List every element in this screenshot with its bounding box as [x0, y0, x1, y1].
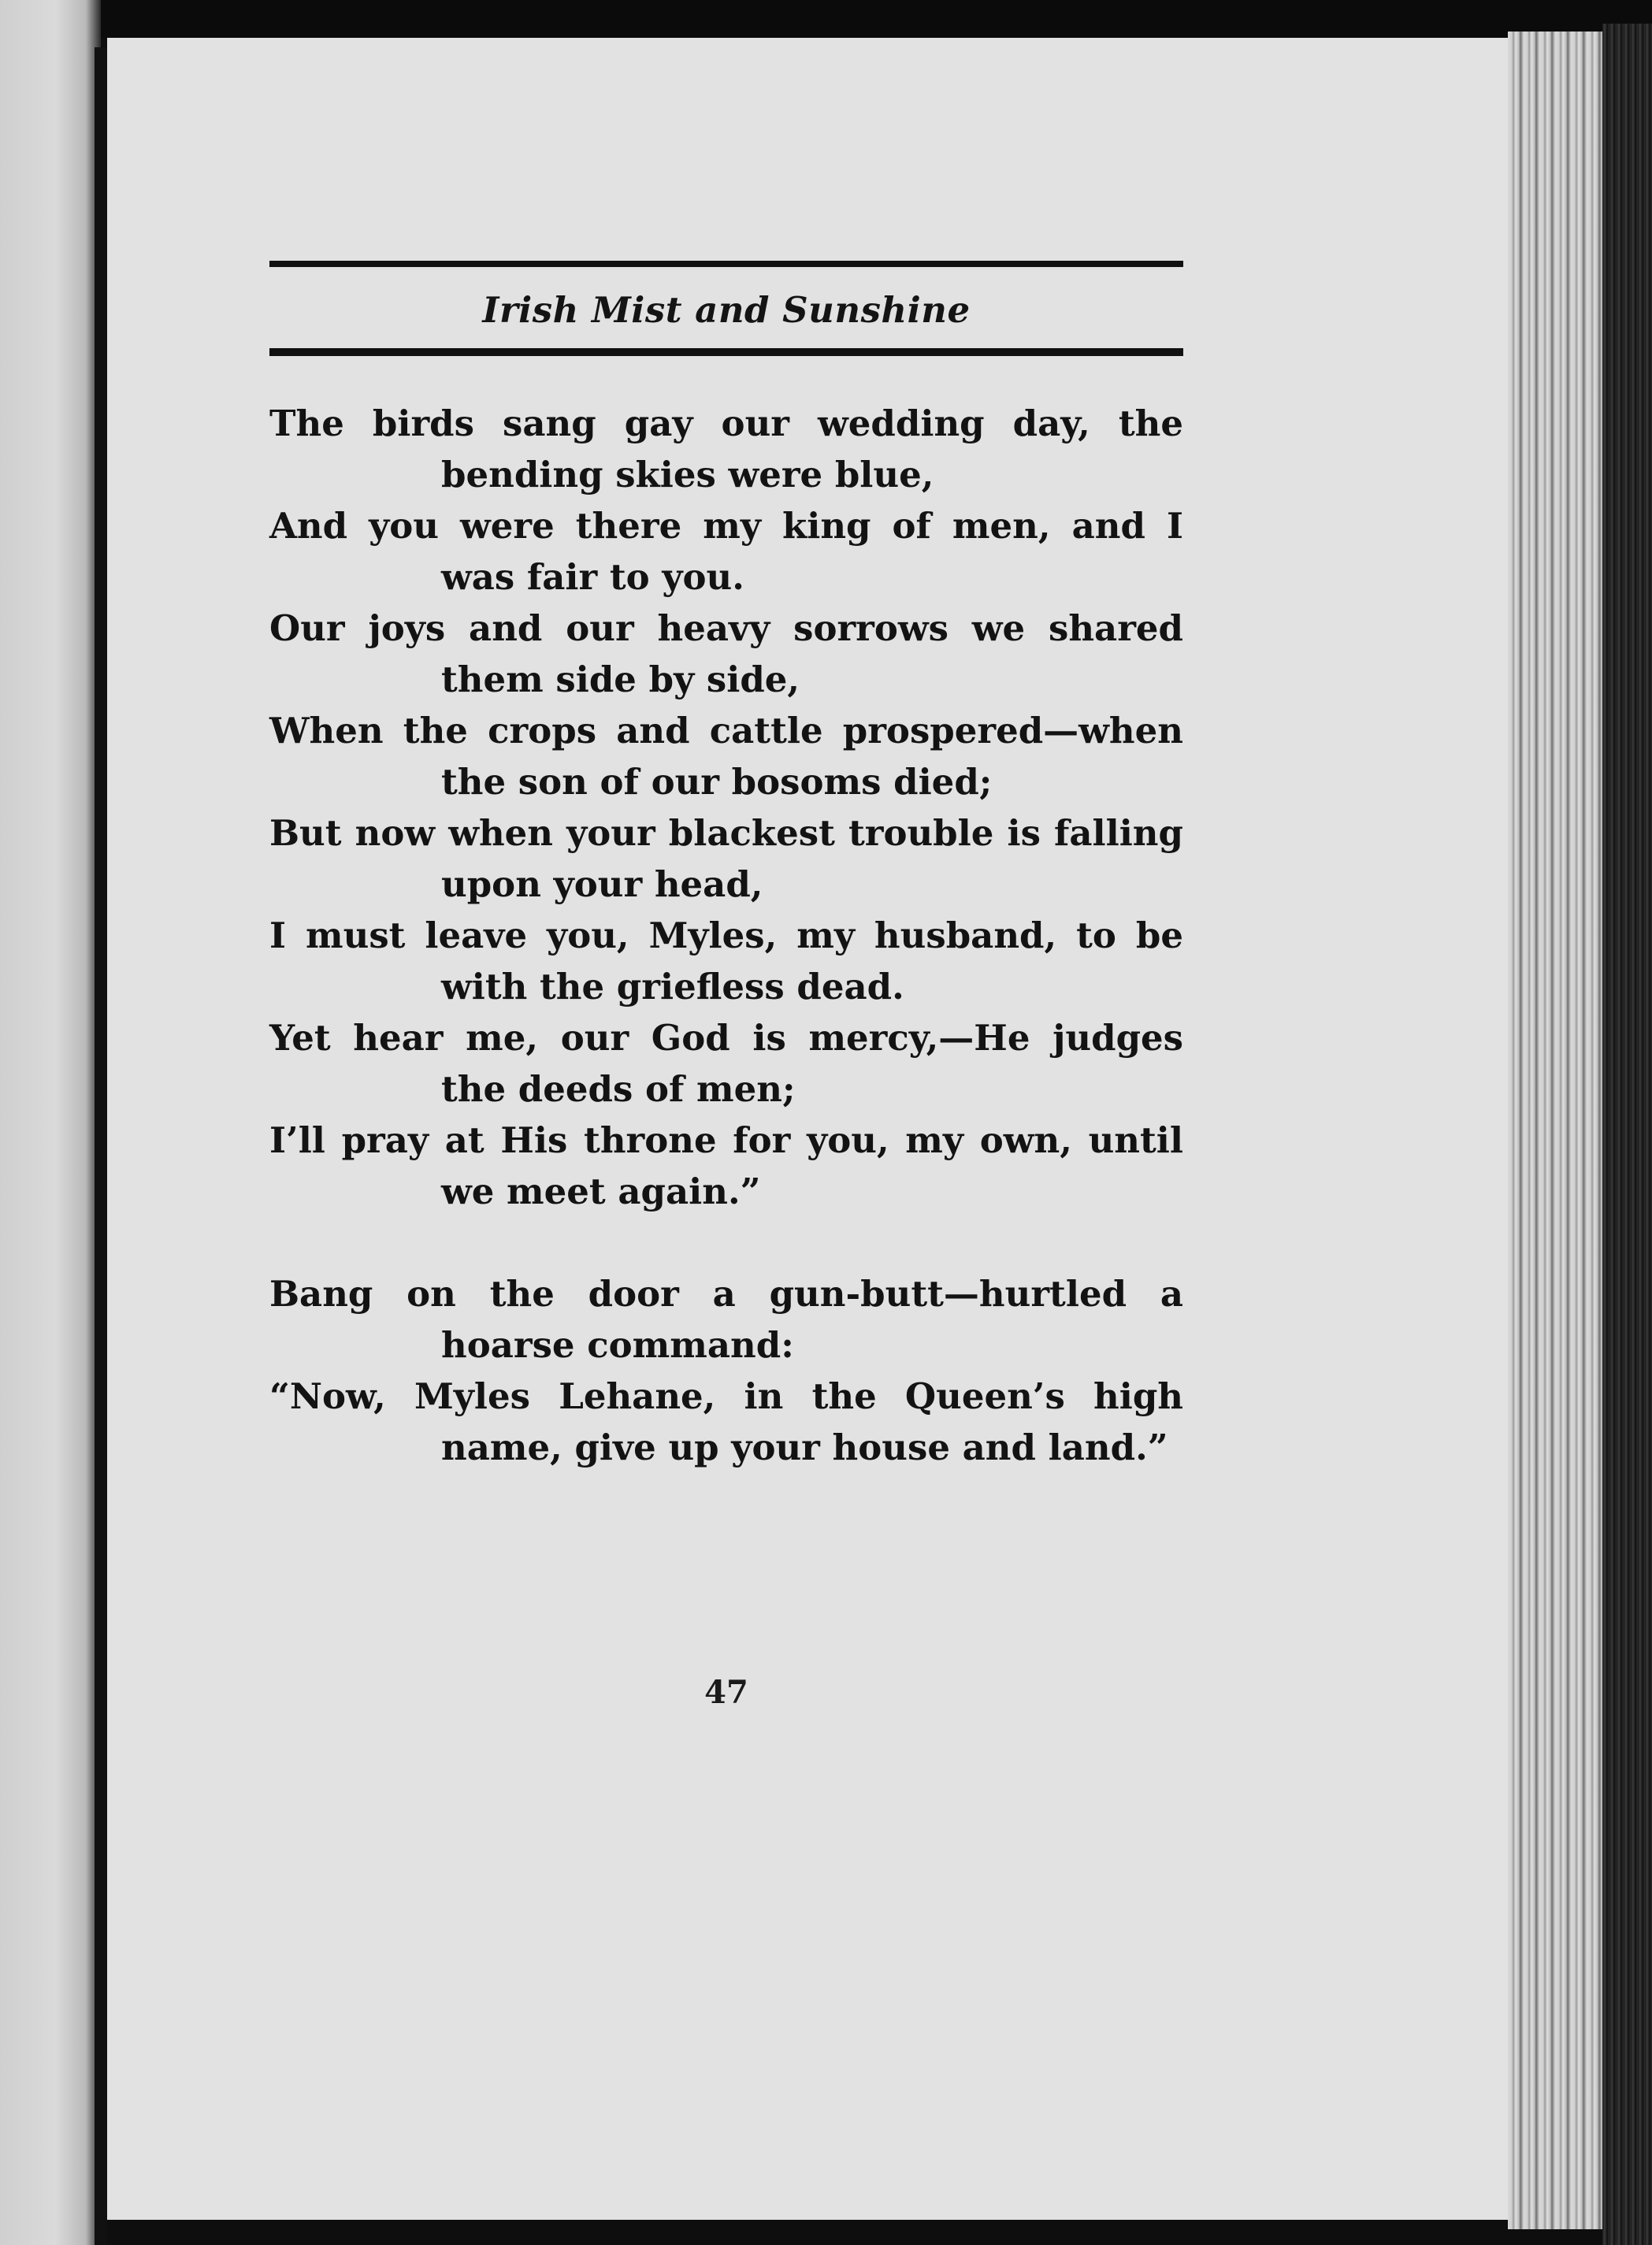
book-cover-edge: [1602, 24, 1652, 2245]
verse-line: Bang on the door a gun-butt—hurtled a hoarse command:: [269, 1273, 1183, 1366]
running-head: Irish Mist and Sunshine: [482, 289, 971, 331]
verse-line: But now when your blackest trouble is falling upon your head,: [269, 812, 1183, 905]
verse-line: I’ll pray at His throne for you, my own, until we meet again.”: [269, 1119, 1183, 1212]
verse-line: When the crops and cattle prospered—when the son of our bosoms died;: [269, 710, 1183, 803]
facing-page-edge: [0, 0, 101, 2245]
verse-line: The birds sang gay our wedding day, the bending skies were blue,: [269, 403, 1183, 495]
scan-top-border: [101, 0, 1652, 38]
poem-text: [269, 398, 1183, 1473]
stanza: [269, 1268, 1183, 1473]
header-rule-top: [269, 261, 1183, 267]
verse-line: I must leave you, Myles, my husband, to be with the griefless dead.: [269, 915, 1183, 1007]
verse-line: “Now, Myles Lehane, in the Queen’s high name, give up your house and land.”: [269, 1375, 1183, 1468]
header-rule-bottom: [269, 348, 1183, 356]
page-edges: [1508, 32, 1602, 2229]
verse-line: And you were there my king of men, and I was fair to you.: [269, 505, 1183, 598]
verse-line: Our joys and our heavy sorrows we shared them side by side,: [269, 607, 1183, 700]
verse-line: Yet hear me, our God is mercy,—He judges the deeds of men;: [269, 1017, 1183, 1110]
binding-gutter: [95, 47, 107, 2245]
stanza: [269, 398, 1183, 1217]
page-number: 47: [704, 1674, 748, 1711]
